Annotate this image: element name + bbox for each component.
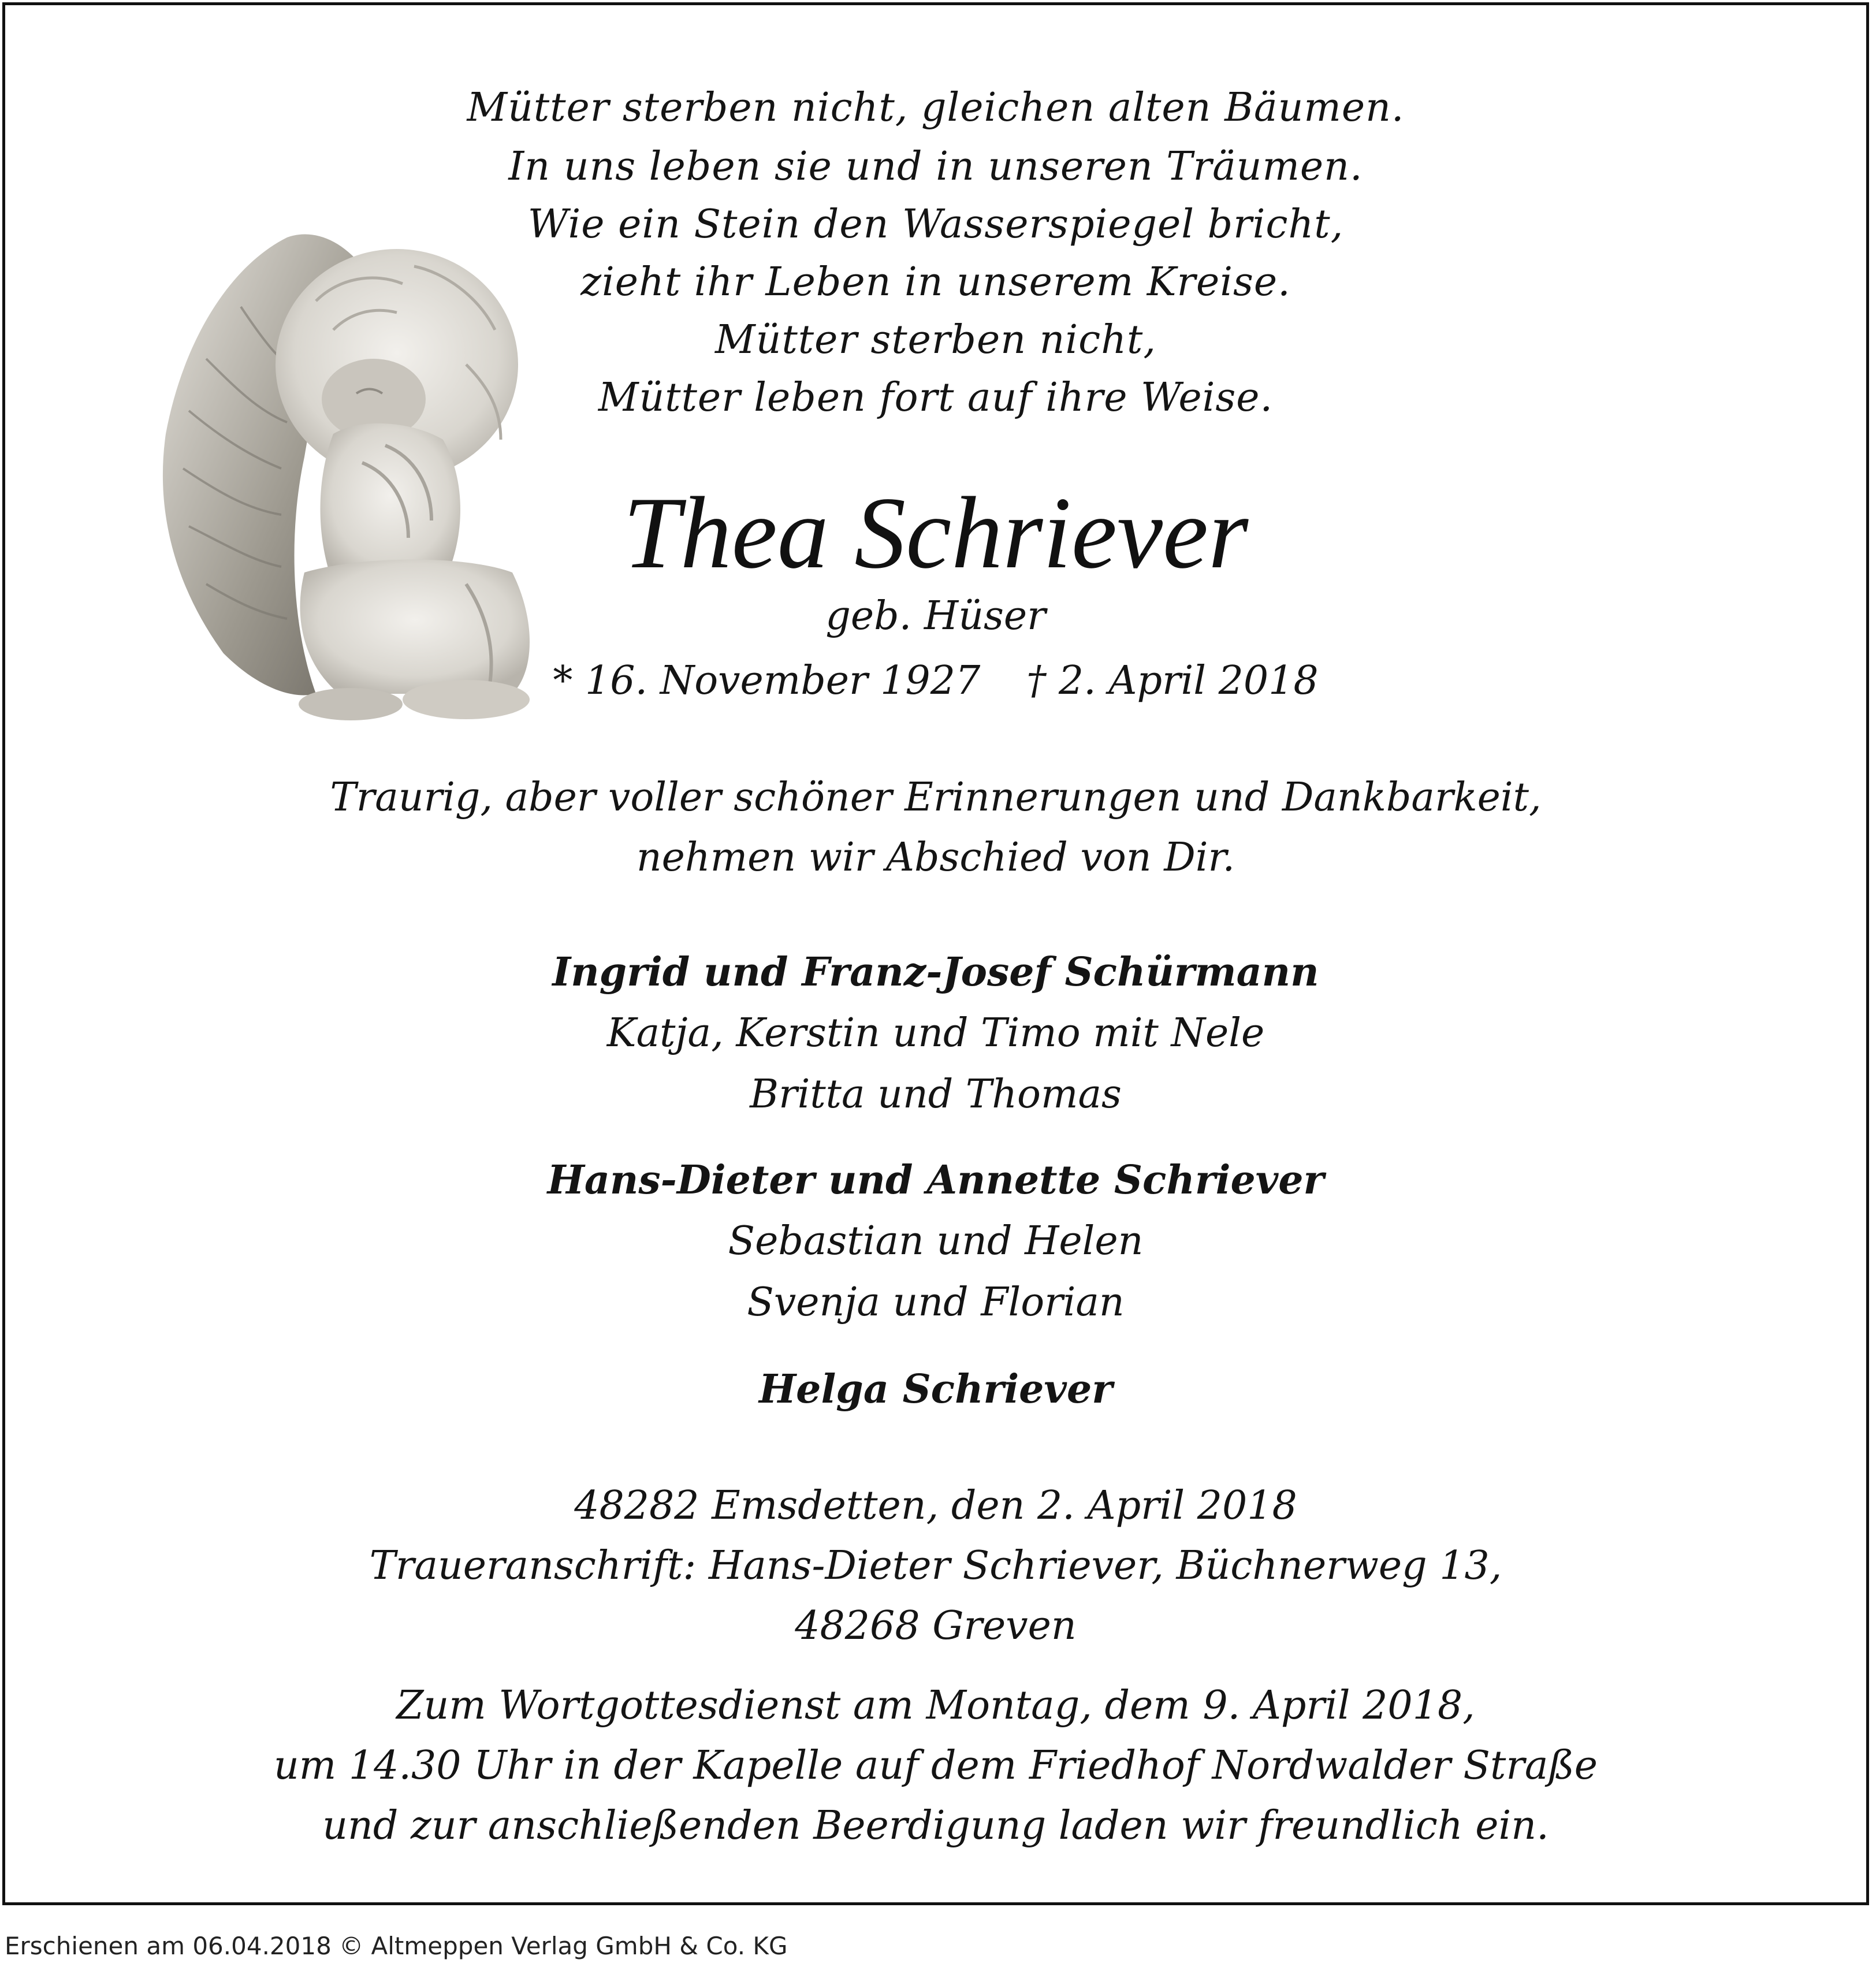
service-line: Zum Wortgottesdienst am Montag, dem 9. April 2018, (396, 1683, 1475, 1728)
poem-line: In uns leben sie und in unseren Träumen. (508, 144, 1363, 189)
poem-line: zieht ihr Leben in unserem Kreise. (580, 259, 1291, 305)
address-line: 48282 Emsdetten, den 2. April 2018 (574, 1483, 1297, 1529)
farewell-line: Traurig, aber voller schöner Erinnerungen und Dankbarkeit, (330, 775, 1542, 820)
life-dates (5, 658, 1866, 704)
family-member: Sebastian und Helen (728, 1218, 1144, 1264)
family-member: Katja, Kerstin und Timo mit Nele (606, 1010, 1265, 1056)
family-member: Britta und Thomas (750, 1072, 1122, 1117)
poem-line: Mütter sterben nicht, gleichen alten Bäumen. (467, 85, 1405, 131)
family-head: Hans-Dieter und Annette Schriever (547, 1157, 1324, 1203)
poem-line: Mütter sterben nicht, (715, 317, 1156, 363)
address-line: Traueranschrift: Hans-Dieter Schriever, Büchnerweg 13, (369, 1543, 1502, 1589)
obituary-notice (2, 2, 1869, 1905)
address-line: 48268 Greven (795, 1603, 1077, 1649)
poem-line: Wie ein Stein den Wasserspiegel bricht, (527, 202, 1344, 247)
family-member: Svenja und Florian (747, 1280, 1125, 1325)
farewell-line: nehmen wir Abschied von Dir. (636, 835, 1235, 880)
family-head: Helga Schriever (758, 1366, 1113, 1412)
publication-footer: Erschienen am 06.04.2018 © Altmeppen Verlag GmbH & Co. KG (5, 1932, 788, 1960)
death-date: † 2. April 2018 (1026, 658, 1319, 704)
deceased-name: Thea Schriever (623, 475, 1249, 590)
birth-date: * 16. November 1927 (553, 658, 981, 704)
service-line: um 14.30 Uhr in der Kapelle auf dem Friedhof Nordwalder Straße (273, 1743, 1598, 1789)
maiden-name: geb. Hüser (825, 593, 1046, 639)
poem-line: Mütter leben fort auf ihre Weise. (598, 375, 1274, 421)
service-line: und zur anschließenden Beerdigung laden wir freundlich ein. (322, 1803, 1549, 1849)
family-head: Ingrid und Franz-Josef Schürmann (552, 949, 1319, 995)
